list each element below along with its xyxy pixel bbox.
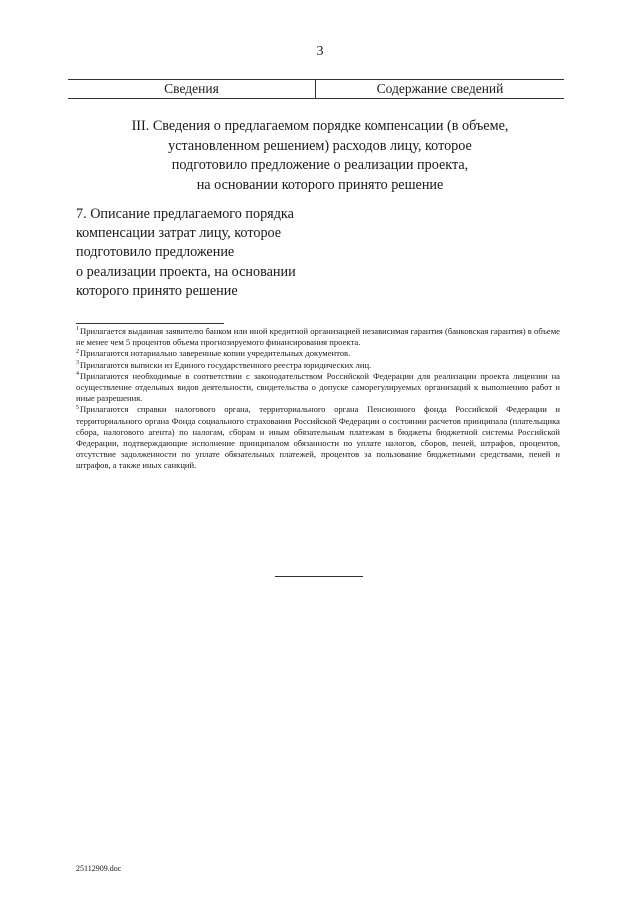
footnote	[76, 404, 560, 471]
footnote-number: 4	[76, 370, 79, 377]
item-line: 7. Описание предлагаемого порядка	[76, 206, 294, 222]
table-header-info: Сведения	[68, 80, 316, 98]
section-title-line: на основании которого принято решение	[196, 176, 444, 193]
footnote-text: Прилагаются справки налогового органа, территориального органа Пенсионного фонда Российской Федерации и территориального органа Фонда социального страхования Российской Федерации о состоянии расчетов принципала (плательщика сбора, налогового агента) по налогам, сборам и иным обязательным платежам в бюджеты бюджетной системы Российской Федерации, подтверждающие исполнение принципалом обязанности по уплате налогов, сборов, пеней, штрафов, процентов, отсутствие задолженности по уплате обязательных платежей, процентов за пользование бюджетными средствами, пеней и штрафов, а также иных санкций.	[76, 404, 560, 471]
table-header	[68, 79, 564, 99]
document-id: 25112909.doc	[76, 864, 122, 873]
footnote-number: 1	[76, 326, 79, 333]
footnote-number: 3	[76, 359, 79, 366]
section-title	[80, 117, 560, 195]
footnote-text: Прилагаются нотариально заверенные копии учредительных документов.	[80, 348, 351, 359]
item-line: подготовило предложение	[76, 244, 235, 261]
footnote-text: Прилагаются выписки из Единого государственного реестра юридических лиц.	[80, 359, 372, 370]
end-divider	[275, 576, 363, 577]
item-line: которого принято решение	[76, 282, 238, 299]
section-title-line: установленном решением) расходов лицу, которое	[168, 137, 472, 154]
table-header-content: Содержание сведений	[376, 81, 504, 96]
footnote-text: Прилагается выданная заявителю банком или иной кредитной организацией независимая гарантия (банковская гарантия) в объеме не менее чем 5 процентов объема прогнозируемого финансирования проекта.	[76, 326, 560, 348]
footnote-divider	[76, 323, 224, 324]
page-number: 3	[316, 44, 324, 59]
section-title-line: подготовило предложение о реализации проекта,	[171, 157, 469, 173]
footnote-text: Прилагаются необходимые в соответствии с законодательством Российской Федерации для реализации проекта лицензии на осуществление отдельных видов деятельности, свидетельства о допуске саморегулируемых организаций к выполнению работ и иные разрешения.	[76, 370, 560, 404]
footnote	[76, 326, 560, 348]
footnote-number: 2	[76, 348, 79, 355]
item-7-description	[76, 205, 336, 301]
footnotes	[76, 326, 560, 472]
item-line: о реализации проекта, на основании	[76, 263, 296, 280]
item-line: компенсации затрат лицу, которое	[76, 225, 282, 242]
footnote	[76, 360, 560, 371]
footnote	[76, 348, 560, 359]
footnote	[76, 371, 560, 405]
section-title-line: III. Сведения о предлагаемом порядке компенсации (в объеме,	[131, 118, 509, 134]
footnote-number: 5	[76, 404, 79, 411]
